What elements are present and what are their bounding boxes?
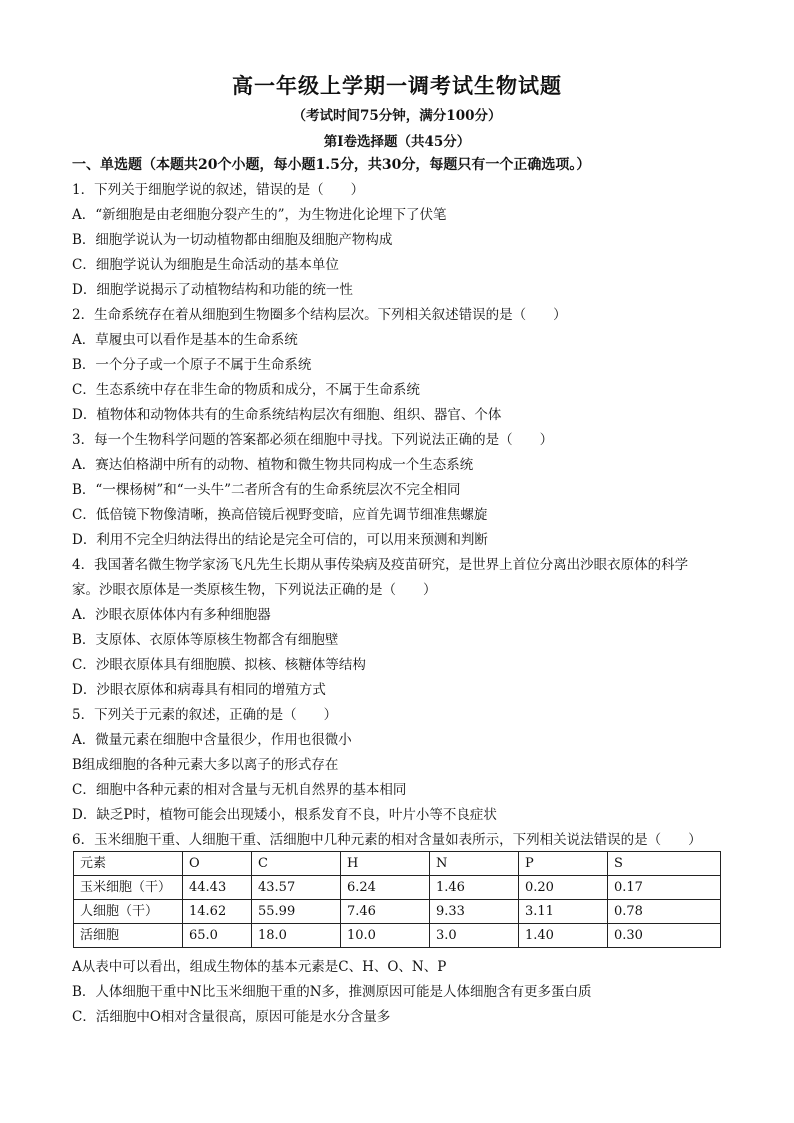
text-line: C．细胞学说认为细胞是生命活动的基本单位 [72,257,339,273]
text-line: 4．我国著名微生物学家汤飞凡先生长期从事传染病及疫苗研究，是世界上首位分离出沙眼衣原体的科学 [72,557,689,573]
text-line: B．支原体、衣原体等原核生物都含有细胞壁 [72,632,339,648]
text-line: C．生态系统中存在非生命的物质和成分，不属于生命系统 [72,382,420,398]
table-cell: 0.20 [519,876,608,900]
table-cell: 1.46 [430,876,519,900]
text-line: A．草履虫可以看作是基本的生命系统 [72,332,298,348]
table-row [74,924,721,948]
text-line: 3．每一个生物科学问题的答案都必须在细胞中寻找。下列说法正确的是（ ） [72,432,554,448]
text-line: B．细胞学说认为一切动植物都由细胞及细胞产物构成 [72,232,393,248]
text-line: D．沙眼衣原体和病毒具有相同的增殖方式 [72,682,326,698]
table-cell: 0.30 [608,924,721,948]
table-header-cell: H [341,852,430,876]
table-cell: 玉米细胞（干） [74,876,183,900]
text-line: A．微量元素在细胞中含量很少，作用也很微小 [72,732,352,748]
table-cell: 活细胞 [74,924,183,948]
text-line: B组成细胞的各种元素大多以离子的形式存在 [72,757,339,773]
text-line: A．赛达伯格湖中所有的动物、植物和微生物共同构成一个生态系统 [72,457,474,473]
table-cell: 人细胞（干） [74,900,183,924]
table-cell: 0.17 [608,876,721,900]
table-cell: 44.43 [183,876,252,900]
part-title: 第I卷选择题（共45分） [323,134,471,150]
text-line: C．活细胞中O相对含量很高，原因可能是水分含量多 [72,1009,391,1025]
text-line: A．沙眼衣原体体内有多种细胞器 [72,607,271,623]
text-line: A从表中可以看出，组成生物体的基本元素是C、H、O、N、P [72,959,447,975]
table-header-cell: 元素 [74,852,183,876]
text-line: A．“新细胞是由老细胞分裂产生的”，为生物进化论埋下了伏笔 [72,207,447,223]
table-header-row [74,852,721,876]
text-line: C．细胞中各种元素的相对含量与无机自然界的基本相同 [72,782,407,798]
table-cell: 65.0 [183,924,252,948]
table-header-cell: N [430,852,519,876]
table-header-cell: O [183,852,252,876]
table-cell: 55.99 [252,900,341,924]
table-row [74,900,721,924]
text-line: 5．下列关于元素的叙述，正确的是（ ） [72,707,338,723]
section-title: 一、单选题（本题共20个小题，每小题1.5分，共30分，每题只有一个正确选项。） [72,157,591,173]
table-cell: 10.0 [341,924,430,948]
question-lines [72,178,732,853]
text-line: 家。沙眼衣原体是一类原核生物，下列说法正确的是（ ） [72,582,437,598]
table-cell: 18.0 [252,924,341,948]
table-cell: 9.33 [430,900,519,924]
table-header-cell: C [252,852,341,876]
table-row [74,876,721,900]
table-cell: 0.78 [608,900,721,924]
table-cell: 6.24 [341,876,430,900]
exam-info: （考试时间75分钟，满分100分） [292,108,502,124]
text-line: B．人体细胞干重中N比玉米细胞干重的N多，推测原因可能是人体细胞含有更多蛋白质 [72,984,592,1000]
table-header-cell: S [608,852,721,876]
text-line: 2．生命系统存在着从细胞到生物圈多个结构层次。下列相关叙述错误的是（ ） [72,307,567,323]
text-line: D．缺乏P时，植物可能会出现矮小，根系发育不良，叶片小等不良症状 [72,807,497,823]
table-cell: 3.11 [519,900,608,924]
element-content-table [73,851,721,948]
text-line: C．低倍镜下物像清晰，换高倍镜后视野变暗，应首先调节细准焦螺旋 [72,507,488,523]
text-line: D．植物体和动物体共有的生命系统结构层次有细胞、组织、器官、个体 [72,407,502,423]
table-cell: 43.57 [252,876,341,900]
text-line: 6．玉米细胞干重、人细胞干重、活细胞中几种元素的相对含量如表所示，下列相关说法错误的是（ ） [72,832,702,848]
table-cell: 14.62 [183,900,252,924]
text-line: C．沙眼衣原体具有细胞膜、拟核、核糖体等结构 [72,657,366,673]
text-line: D．利用不完全归纳法得出的结论是完全可信的，可以用来预测和判断 [72,532,488,548]
text-line: 1．下列关于细胞学说的叙述，错误的是（ ） [72,182,365,198]
text-line: B．“一棵杨树”和“一头牛”二者所含有的生命系统层次不完全相同 [72,482,461,498]
question-6-options [72,955,732,1030]
text-line: B．一个分子或一个原子不属于生命系统 [72,357,312,373]
table-header-cell: P [519,852,608,876]
text-line: D．细胞学说揭示了动植物结构和功能的统一性 [72,282,353,298]
table-cell: 3.0 [430,924,519,948]
exam-title: 高一年级上学期一调考试生物试题 [232,73,562,98]
table-cell: 7.46 [341,900,430,924]
table-cell: 1.40 [519,924,608,948]
